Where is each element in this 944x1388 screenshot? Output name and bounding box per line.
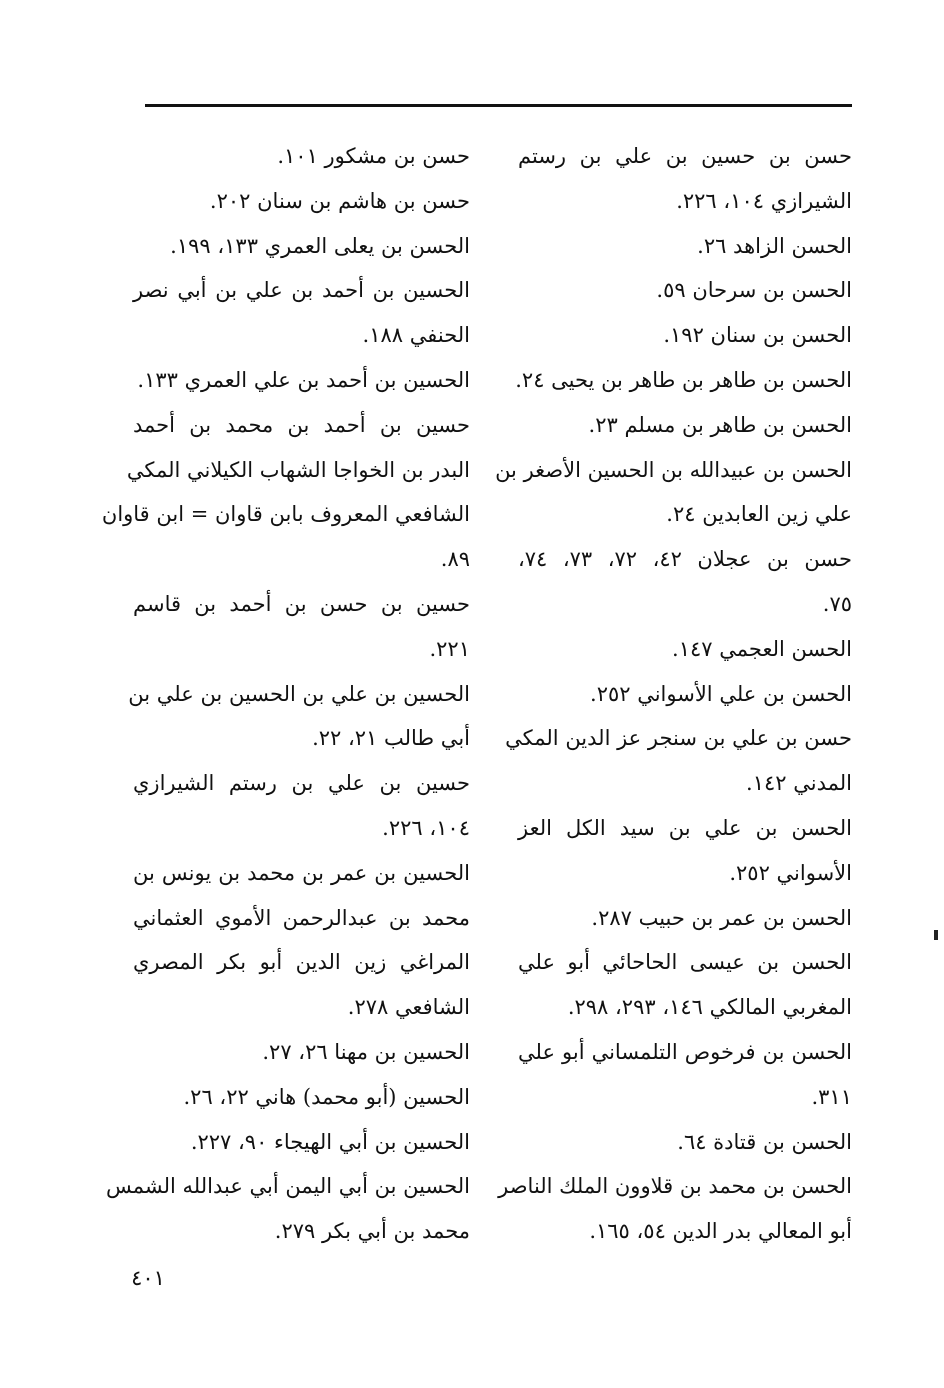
index-entry-line: الحسين بن علي بن الحسين بن علي بن <box>128 681 470 706</box>
index-entry-line: حسن بن علي بن سنجر عز الدين المكي <box>505 726 852 751</box>
index-entry-line: ٣١١. <box>811 1084 852 1109</box>
index-entry-line: الحسن بن طاهر بن مسلم ٢٣. <box>588 412 852 437</box>
header-rule <box>145 104 852 107</box>
index-entry-line: حسين بن أحمد بن محمد بن أحمد <box>133 412 470 437</box>
index-entry-line: الحسن بن يعلى العمري ١٣٣، ١٩٩. <box>170 233 470 258</box>
index-entry-line: ٧٥. <box>822 591 852 616</box>
index-entry-line: الحسن بن عبيدالله بن الحسين الأصغر بن <box>495 457 852 482</box>
index-entry-line: الحسين بن أحمد بن علي العمري ١٣٣. <box>137 367 470 392</box>
margin-mark <box>934 930 938 940</box>
index-entry-line: محمد بن عبدالرحمن الأموي العثماني <box>133 905 470 930</box>
index-entry-line: الحسين بن أحمد بن علي بن أبي نصر <box>133 278 470 303</box>
index-entry-line: الأسواني ٢٥٢. <box>729 860 852 885</box>
index-entry-line: الحسين بن مهنا ٢٦، ٢٧. <box>262 1039 470 1064</box>
index-column-right <box>495 134 853 1254</box>
index-entry-line: حسن بن هاشم بن سنان ٢٠٢. <box>209 188 470 213</box>
index-entry-line: ٢٢١. <box>429 636 470 661</box>
index-entry-line: الحسين بن أبي الهيجاء ٩٠، ٢٢٧. <box>190 1129 470 1154</box>
index-entry-line: الشافعي ٢٧٨. <box>347 995 470 1020</box>
index-entry-line: محمد بن أبي بكر ٢٧٩. <box>274 1219 470 1244</box>
page-number: ٤٠١ <box>131 1266 165 1290</box>
index-entry-line: الحسين (أبو محمد) هاني ٢٢، ٢٦. <box>183 1084 470 1109</box>
index-entry-line: الحسن الزاهد ٢٦. <box>697 233 852 258</box>
index-entry-line: أبي طالب ٢١، ٢٢. <box>312 726 470 751</box>
index-entry-line: ١٠٤، ٢٢٦. <box>382 815 470 840</box>
index-entry-line: الحسن العجمي ١٤٧. <box>672 636 852 661</box>
index-entry-line: الحسن بن فرخوص التلمساني أبو علي <box>518 1039 852 1064</box>
index-entry-line: الحسن بن علي بن سيد الكل العز <box>518 815 852 840</box>
index-entry-line: أبو المعالي بدر الدين ٥٤، ١٦٥. <box>589 1219 852 1244</box>
index-entry-line: حسن بن مشكور ١٠١. <box>277 144 470 168</box>
index-column-left <box>101 134 470 1254</box>
index-entry-line: حسن بن حسين بن علي بن رستم <box>518 144 852 168</box>
index-entry-line: الحسن بن سرحان ٥٩. <box>656 278 852 303</box>
index-entry-line: المدني ١٤٢. <box>746 771 852 796</box>
index-entry-line: حسن بن عجلان ٤٢، ٧٢، ٧٣، ٧٤، <box>518 547 853 572</box>
index-entry-line: الحسن بن محمد بن قلاوون الملك الناصر <box>498 1174 852 1199</box>
index-entry-line: الشيرازي ١٠٤، ٢٢٦. <box>676 188 852 213</box>
index-entry-line: الحسن بن قتادة ٦٤. <box>677 1129 852 1154</box>
index-entry-line: الحسين بن عمر بن محمد بن يونس بن <box>133 860 470 885</box>
index-entry-line: ٨٩. <box>440 547 470 572</box>
index-entry-line: الحسن بن علي الأسواني ٢٥٢. <box>590 681 852 706</box>
index-entry-line: البدر بن الخواجا الشهاب الكيلاني المكي <box>126 457 470 482</box>
index-entry-line: الحنفي ١٨٨. <box>362 323 470 348</box>
index-entry-line: الشافعي المعروف بابن قاوان = ابن قاوان <box>101 502 470 527</box>
index-entry-line: المغربي المالكي ١٤٦، ٢٩٣، ٢٩٨. <box>567 995 852 1020</box>
index-entry-line: الحسن بن طاهر بن طاهر بن يحيى ٢٤. <box>515 367 852 392</box>
index-entry-line: الحسن بن سنان ١٩٢. <box>663 323 852 348</box>
index-entry-line: علي زين العابدين ٢٤. <box>666 502 852 527</box>
index-entry-line: حسين بن علي بن رستم الشيرازي <box>133 771 470 796</box>
index-entry-line: المراغي زين الدين أبو بكر المصري <box>133 950 470 975</box>
index-entry-line: الحسن بن عيسى الحاحائي أبو علي <box>518 950 852 975</box>
index-entry-line: حسين بن حسن بن أحمد بن قاسم <box>133 591 470 616</box>
index-entry-line: الحسين بن أبي اليمن أبي عبدالله الشمس <box>105 1174 470 1199</box>
index-entry-line: الحسن بن عمر بن حبيب ٢٨٧. <box>591 905 852 930</box>
